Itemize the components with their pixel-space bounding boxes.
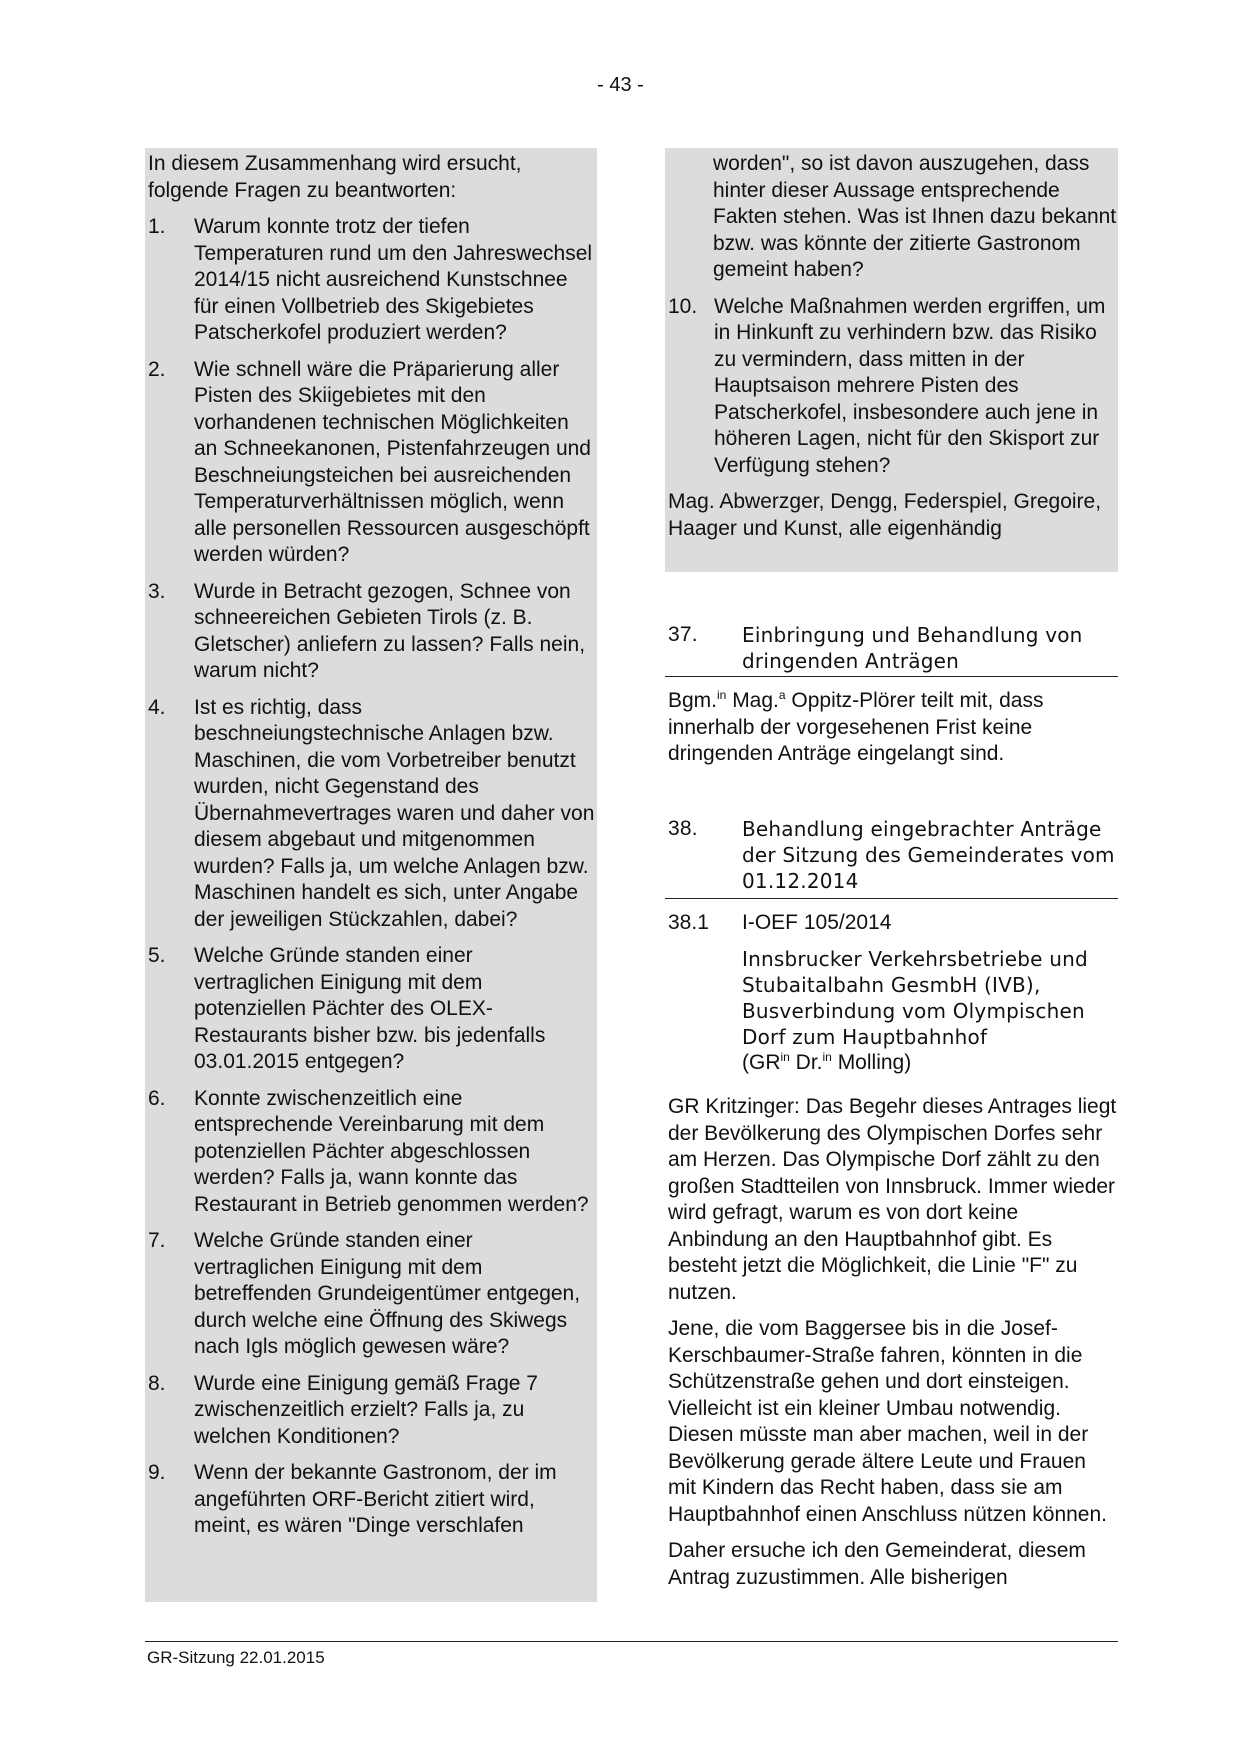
question-item <box>148 1371 597 1451</box>
question-number: 5. <box>148 944 166 967</box>
inquiry-continuation-block <box>665 148 1118 572</box>
question-text: Ist es richtig, dass beschneiungstechnische Anlagen bzw. Maschinen, die vom Vorbetreiber benutzt wurden, nicht Gegenstand des Übernahmevertrages waren und daher von diesem abgebaut und mitgenommen wurden? Falls ja, um welche Anlagen bzw. Maschinen handelt es sich, unter Angabe der jeweiligen Stückzahlen, dabei? <box>194 695 595 931</box>
question-text: Welche Maßnahmen werden ergriffen, um in Hinkunft zu verhindern bzw. das Risiko zu vermindern, dass mitten in der Hauptsaison mehrere Pisten des Patscherkofel, insbesondere auch jene in höheren Lagen, nicht für den Skisport zur Verfügung stehen? <box>714 294 1106 477</box>
question-text: Konnte zwischenzeitlich eine entsprechende Vereinbarung mit dem potenziellen Pächter abgeschlossen werden? Falls ja, wann konnte das Restaurant in Betrieb genommen werden? <box>194 1086 589 1216</box>
body-text: Bgm. <box>668 689 718 712</box>
question-number: 7. <box>148 1229 166 1252</box>
question-list <box>148 214 597 1540</box>
section-title: Behandlung eingebrachter Anträge der Sitzung des Gemeinderates vom 01.12.2014 <box>742 817 1115 893</box>
section-38-heading <box>668 816 1118 894</box>
motion-author: ($GR^{in}$ Dr.$^{in}$ Molling) <box>742 1049 912 1074</box>
signatories: Mag. Abwerzger, Dengg, Federspiel, Gregoire, Haager und Kunst, alle eigenhändig <box>668 490 1102 540</box>
page-number: - 43 - <box>597 74 644 96</box>
question-item <box>148 214 597 347</box>
speech-paragraphs <box>668 1094 1118 1591</box>
question-item <box>148 579 597 685</box>
question-number: 4. <box>148 695 166 719</box>
question-item <box>148 943 597 1076</box>
question-text: Wenn der bekannte Gastronom, der im angeführten ORF-Bericht zitiert wird, meint, es wären "Dinge verschlafen <box>194 1461 557 1537</box>
paragraph: GR Kritzinger: Das Begehr dieses Antrages liegt der Bevölkerung des Olympischen Dorfes sehr am Herzen. Das Olympische Dorf zählt zu den großen Stadtteilen von Innsbruck. Immer wieder wird gefragt, warum es von dort keine Anbindung an den Hauptbahnhof gibt. Es besteht jetzt die Möglichkeit, die Linie "F" zu nutzen. <box>668 1095 1117 1304</box>
section-rule <box>665 898 1118 899</box>
section-title: Einbringung und Behandlung von dringenden Anträgen <box>742 623 1083 673</box>
footer-rule <box>145 1641 1118 1642</box>
question-item <box>148 1086 597 1219</box>
question-text: Wurde in Betracht gezogen, Schnee von schneereichen Gebieten Tirols (z. B. Gletscher) anliefern zu lassen? Falls nein, warum nicht? <box>194 579 586 682</box>
body-text: Mag. <box>726 689 779 712</box>
inquiry-questions-block <box>145 148 597 1602</box>
question-item <box>148 695 597 934</box>
section-38-1 <box>668 910 1118 1076</box>
question-number: 2. <box>148 357 166 381</box>
question-9-continued: worden", so ist davon auszugehen, dass hinter dieser Aussage entsprechende Fakten stehen. Was ist Ihnen dazu bekannt bzw. was könnte der zitierte Gastronom gemeint haben? <box>713 152 1117 281</box>
question-text: Wie schnell wäre die Präparierung aller Pisten des Skiigebietes mit den vorhandenen technischen Möglichkeiten an Schneekanonen, Pistenfahrzeugen und Beschneiungsteichen bei ausreichenden Temperaturverhältnissen möglich, wenn alle personellen Ressourcen ausgeschöpft werden würden? <box>194 357 591 566</box>
body-text: Oppitz-Plörer teilt mit, dass innerhalb der vorgesehenen Frist keine dringenden Anträge eingelangt sind. <box>668 689 1044 765</box>
question-text: Welche Gründe standen einer vertraglichen Einigung mit dem betreffenden Grundeigentümer entgegen, durch welche eine Öffnung des Skiwegs nach Igls möglich gewesen wäre? <box>194 1229 581 1358</box>
question-item <box>148 1228 597 1361</box>
question-number: 9. <box>148 1461 166 1484</box>
question-text: Welche Gründe standen einer vertraglichen Einigung mit dem potenziellen Pächter des OLEX-Restaurants bisher bzw. bis jedenfalls 03.01.2015 entgegen? <box>194 944 546 1073</box>
question-number: 10. <box>668 294 698 318</box>
inquiry-intro: In diesem Zusammenhang wird ersucht, folgende Fragen zu beantworten: <box>148 152 522 202</box>
section-37-heading <box>668 622 1118 674</box>
motion-reference: I-OEF 105/2014 <box>742 911 892 934</box>
paragraph: Jene, die vom Baggersee bis in die Josef-Kerschbaumer-Straße fahren, könnten in die Schützenstraße gehen und dort einsteigen. Vielleicht ist ein kleiner Umbau notwendig. Diesen müsste man aber machen, weil in der Bevölkerung gerade ältere Leute und Frauen mit Kindern das Recht haben, dass sie am Hauptbahnhof einen Anschluss nützen können. <box>668 1317 1108 1526</box>
question-item <box>148 1460 597 1540</box>
question-number: 6. <box>148 1086 166 1110</box>
motion-title: Innsbrucker Verkehrsbetriebe und Stubaitalbahn GesmbH (IVB), Busverbindung vom Olympischen Dorf zum Hauptbahnhof <box>742 946 1088 1049</box>
section-number: 37. <box>668 623 698 646</box>
question-item <box>668 294 1118 480</box>
question-text: Wurde eine Einigung gemäß Frage 7 zwischenzeitlich erzielt? Falls ja, zu welchen Konditionen? <box>194 1371 538 1448</box>
paragraph: Daher ersuche ich den Gemeinderat, diesem Antrag zuzustimmen. Alle bisherigen <box>668 1539 1086 1589</box>
section-number: 38. <box>668 817 698 840</box>
question-number: 8. <box>148 1371 166 1395</box>
question-text: Warum konnte trotz der tiefen Temperaturen rund um den Jahreswechsel 2014/15 nicht ausreichend Kunstschnee für einen Vollbetrieb des Skigebietes Patscherkofel produziert werden? <box>194 215 593 344</box>
section-37-body <box>668 688 1118 768</box>
footer-session-date: GR-Sitzung 22.01.2015 <box>147 1648 325 1667</box>
section-number: 38.1 <box>668 911 709 934</box>
superscript: a <box>778 688 786 702</box>
question-number: 3. <box>148 579 166 603</box>
question-number: 1. <box>148 215 166 238</box>
question-item <box>148 357 597 569</box>
section-rule <box>665 676 1118 677</box>
superscript: in <box>717 688 727 702</box>
